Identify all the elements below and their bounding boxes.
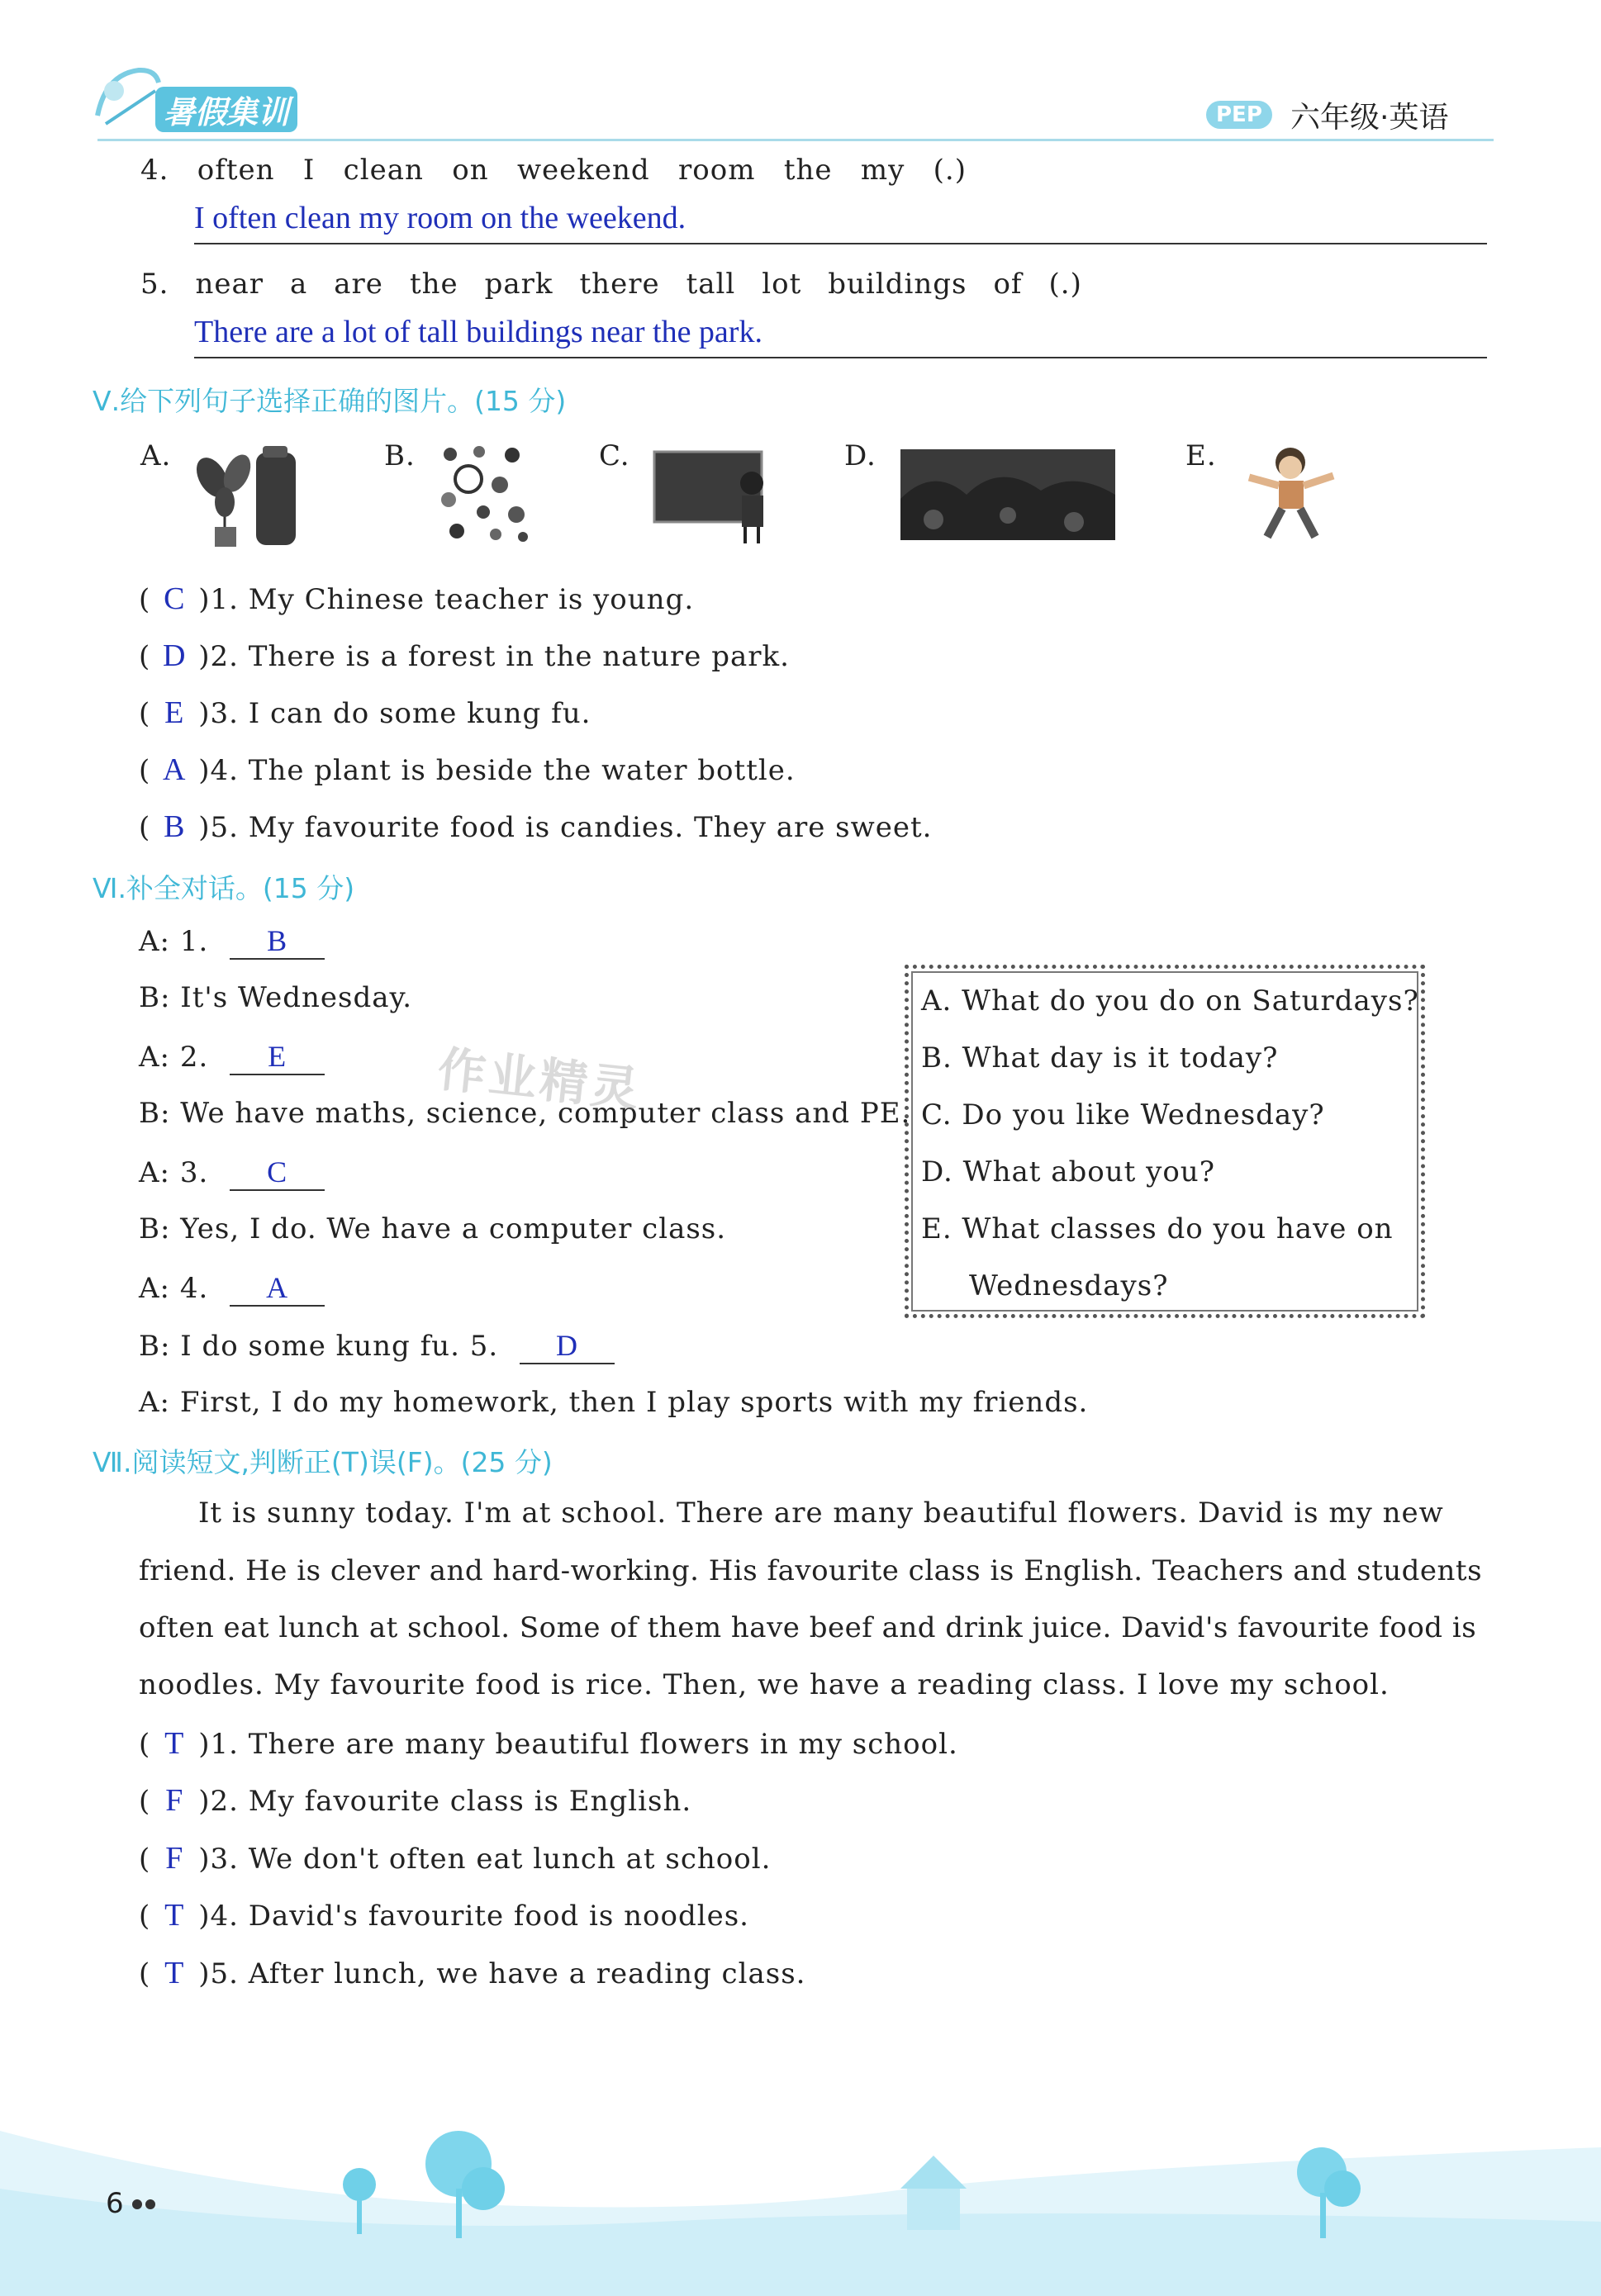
word: are (334, 268, 383, 301)
item-text: )5. After lunch, we have a reading class. (198, 1957, 806, 1990)
word: park (484, 268, 553, 301)
s5-item-1: ( C )1. My Chinese teacher is young. (139, 581, 695, 616)
passage-line-3: often eat lunch at school. Some of them have beef and drink juice. David's favourite food is (139, 1611, 1477, 1644)
word: (.) (933, 154, 967, 187)
speaker: B: (139, 1097, 171, 1130)
s5-item-2: ( D )2. There is a forest in the nature park. (139, 638, 790, 673)
page-dots (132, 2197, 155, 2213)
option-e-cont: Wednesdays? (969, 1269, 1169, 1302)
word: of (993, 268, 1023, 301)
answer-letter: E (164, 695, 185, 730)
item-text: )4. The plant is beside the water bottle. (198, 754, 796, 787)
speaker: A: (139, 1386, 171, 1419)
s7-item-5: ( T )5. After lunch, we have a reading class. (139, 1956, 806, 1990)
answer-letter: T (164, 1956, 185, 1990)
speaker: B: (139, 1330, 171, 1363)
dialogue-line-8 (139, 1328, 615, 1364)
line-text: It's Wednesday. (180, 981, 413, 1014)
word: the (783, 154, 833, 187)
s7-item-2: ( F )2. My favourite class is English. (139, 1783, 692, 1818)
picture-label-c: C. (599, 439, 630, 472)
speaker: A: (139, 925, 171, 958)
option-b: B. What day is it today? (921, 1041, 1279, 1074)
watermark: 作业精灵 (435, 1041, 645, 1118)
option-c: C. Do you like Wednesday? (921, 1098, 1325, 1131)
item-text: )5. My favourite food is candies. They are sweet. (198, 811, 933, 844)
section5-title: Ⅴ.给下列句子选择正确的图片。(15 分) (93, 385, 567, 417)
blank-2[interactable]: E (230, 1039, 325, 1075)
pep-badge: PEP (1206, 101, 1272, 129)
word: a (290, 268, 308, 301)
logo-text: 暑假集训 (155, 87, 297, 132)
line-text: Yes, I do. We have a computer class. (180, 1212, 727, 1245)
header (0, 0, 1601, 149)
s5-item-3: ( E )3. I can do some kung fu. (139, 695, 591, 730)
passage-line-4: noodles. My favourite food is rice. Then, we have a reading class. I love my school. (139, 1668, 1390, 1701)
word: tall (686, 268, 736, 301)
header-rule (97, 139, 1494, 141)
word: on (452, 154, 489, 187)
word: 5. (140, 268, 169, 301)
item-text: )1. My Chinese teacher is young. (198, 583, 695, 616)
s7-item-1: ( T )1. There are many beautiful flowers in my school. (139, 1726, 958, 1761)
line-text: 2. (179, 1041, 209, 1074)
word: near (195, 268, 264, 301)
s5-item-4: ( A )4. The plant is beside the water bottle. (139, 752, 796, 787)
passage-line-2: friend. He is clever and hard-working. His favourite class is English. Teachers and students (139, 1554, 1483, 1587)
word: 4. (140, 154, 169, 187)
section7-title: Ⅶ.阅读短文,判断正(T)误(F)。(25 分) (93, 1446, 553, 1478)
word: (.) (1048, 268, 1082, 301)
item-text: )4. David's favourite food is noodles. (198, 1900, 749, 1933)
option-a: A. What do you do on Saturdays? (921, 984, 1419, 1018)
item-text: )1. There are many beautiful flowers in my school. (198, 1728, 958, 1761)
answer-letter: T (164, 1726, 185, 1761)
line-text: 3. (179, 1156, 209, 1189)
answer-letter: B (164, 809, 186, 844)
dialogue-line-2 (139, 981, 412, 1014)
speaker: B: (139, 1212, 171, 1245)
logo-swirl-icon (89, 58, 164, 132)
option-d: D. What about you? (921, 1155, 1215, 1188)
dialogue-line-1 (139, 923, 325, 960)
answer-letter: T (164, 1898, 185, 1933)
picture-label-a: A. (140, 439, 172, 472)
options-box (905, 965, 1425, 1318)
dialogue-line-9 (139, 1386, 1088, 1419)
line-text: I do some kung fu. 5. (180, 1330, 499, 1363)
s7-item-4: ( T )4. David's favourite food is noodles. (139, 1898, 749, 1933)
word: I (302, 154, 316, 187)
item-text: )3. We don't often eat lunch at school. (198, 1843, 772, 1876)
s5-item-5: ( B )5. My favourite food is candies. They are sweet. (139, 809, 933, 844)
option-e: E. What classes do you have on (921, 1212, 1394, 1245)
picture-label-d: D. (844, 439, 877, 472)
answer-letter: F (165, 1783, 184, 1818)
candies-image (434, 442, 533, 545)
dialogue-line-5 (139, 1155, 325, 1191)
dialogue-line-3 (139, 1039, 325, 1075)
plant-bottle-image (192, 444, 307, 550)
word: clean (343, 154, 424, 187)
kung-fu-boy-image (1233, 444, 1348, 543)
line-text: 4. (179, 1272, 209, 1305)
section6-title: Ⅵ.补全对话。(15 分) (93, 872, 355, 904)
sentence-q4-words (140, 154, 967, 187)
word: often (197, 154, 275, 187)
word: there (579, 268, 660, 301)
line-text: We have maths, science, computer class and PE. (180, 1097, 911, 1130)
word: weekend (516, 154, 650, 187)
answer-q4: I often clean my room on the weekend. (194, 200, 1487, 244)
speaker: A: (139, 1156, 171, 1189)
speaker: A: (139, 1272, 171, 1305)
line-text: 1. (179, 925, 209, 958)
footer-landscape (0, 2098, 1601, 2296)
speaker: B: (139, 981, 171, 1014)
blank-4[interactable]: A (230, 1270, 325, 1307)
line-text: First, I do my homework, then I play sports with my friends. (179, 1386, 1089, 1419)
answer-letter: A (163, 752, 187, 787)
blank-5[interactable]: D (520, 1328, 615, 1364)
answer-q5: There are a lot of tall buildings near the park. (194, 314, 1487, 358)
sentence-q5-words (140, 268, 1082, 301)
word: buildings (828, 268, 967, 301)
item-text: )2. There is a forest in the nature park. (198, 640, 790, 673)
answer-letter: F (165, 1841, 184, 1876)
word: my (860, 154, 905, 187)
page-number: 6 (106, 2187, 124, 2220)
passage-line-1: It is sunny today. I'm at school. There are many beautiful flowers. David is my new (198, 1497, 1444, 1530)
subject-label: 六年级·英语 (1290, 101, 1449, 135)
speaker: A: (139, 1041, 171, 1074)
forest-image (900, 449, 1115, 540)
answer-letter: D (163, 638, 187, 673)
teacher-blackboard-image (653, 450, 785, 545)
word: lot (762, 268, 802, 301)
answer-letter: C (164, 581, 186, 616)
item-text: )2. My favourite class is English. (198, 1785, 692, 1818)
picture-label-e: E. (1185, 439, 1217, 472)
blank-3[interactable]: C (230, 1155, 325, 1191)
blank-1[interactable]: B (230, 923, 325, 960)
word: room (678, 154, 756, 187)
s7-item-3: ( F )3. We don't often eat lunch at school. (139, 1841, 772, 1876)
dialogue-line-6 (139, 1212, 726, 1245)
item-text: )3. I can do some kung fu. (198, 697, 591, 730)
picture-label-b: B. (384, 439, 416, 472)
dialogue-line-7 (139, 1270, 325, 1307)
word: the (409, 268, 458, 301)
